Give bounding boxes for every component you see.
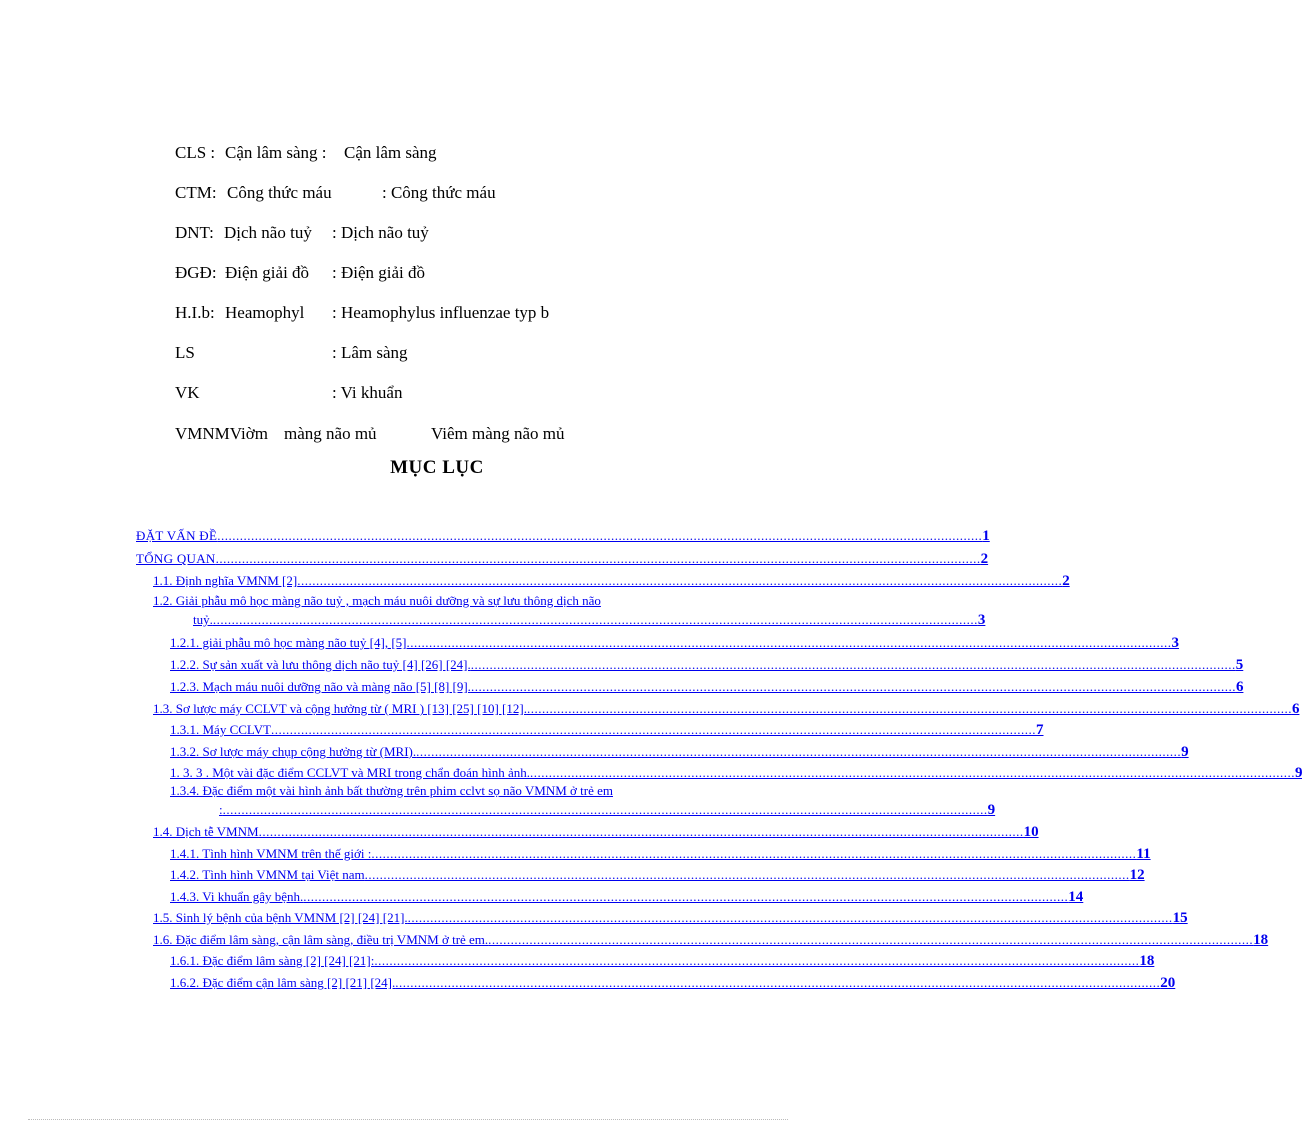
toc-leader-dots: ............................................................................................................................................................................................................ [526, 701, 1292, 716]
toc-page-number: 12 [1129, 867, 1145, 883]
abbr-meaning: : Heamophylus influenzae typ b [332, 303, 550, 322]
toc-entry-text: 1.4.2. Tình hình VMNM tại Việt nam [170, 867, 365, 882]
toc-leader-dots: ............................................................................................................................................................................................................ [212, 612, 978, 627]
toc-entry-1-6[interactable] [153, 931, 1269, 949]
toc-entry-1-1[interactable] [153, 572, 1070, 590]
toc-page-number: 15 [1172, 910, 1188, 926]
abbr-mid: Cận lâm sàng : [225, 143, 327, 162]
abbr-mid: Heamophyl [225, 303, 305, 322]
toc-page-number: 11 [1136, 846, 1151, 862]
toc-page-number: 20 [1160, 975, 1176, 991]
toc-page-number: 6 [1291, 701, 1300, 717]
toc-entry-text: tuỷ. [193, 612, 213, 627]
page-title: MỤC LỤC [390, 457, 484, 478]
toc-entry-text: 1.4.1. Tình hình VMNM trên thế giới : [170, 846, 372, 861]
toc-entry-1-3-3[interactable] [170, 764, 1302, 782]
toc-entry-1-3-4[interactable] [170, 782, 739, 800]
toc-page-number: 9 [987, 802, 996, 818]
abbr-code: H.I.b: [175, 303, 215, 322]
toc-leader-dots: ............................................................................................................................................................................................................ [297, 573, 1063, 588]
toc-entry-dat-van-de[interactable] [136, 527, 990, 545]
toc-entry-1-4-1[interactable] [170, 845, 1151, 863]
toc-entry-1-6-2[interactable] [170, 974, 1176, 992]
toc-page-number: 7 [1036, 722, 1044, 738]
toc-page-number: 3 [977, 612, 986, 628]
toc-entry-text: 1.3.1. Máy CCLVT [170, 722, 271, 737]
toc-entry-text: : [219, 802, 223, 817]
toc-entry-text: 1.2.1. giải phẫu mô học màng não tuỷ [4], [5] [170, 635, 407, 650]
toc-entry-1-3-4-cont[interactable] [219, 801, 996, 819]
page-bottom-divider [28, 1119, 788, 1120]
toc-page-number: 18 [1139, 953, 1155, 969]
toc-entry-text: 1.4.3. Vi khuẩn gây bệnh. [170, 889, 304, 904]
toc-entry-1-3-2[interactable] [170, 743, 1189, 761]
toc-leader-dots: ............................................................................................................................................................................................................ [470, 657, 1236, 672]
abbr-meaning: : Lâm sàng [332, 343, 408, 362]
toc-entry-text: 1.5. Sinh lý bệnh của bệnh VMNM [2] [24] [21]. [153, 910, 408, 925]
toc-entry-text: 1.3.4. Đặc điểm một vài hình ảnh bất thường trên phim cclvt sọ não VMNM ở trẻ em [170, 783, 613, 798]
abbr-meaning: : Công thức máu [382, 183, 496, 202]
toc-page-number: 9 [1294, 765, 1302, 781]
abbr-code: ĐGĐ: [175, 263, 217, 282]
toc-entry-text: 1.3. Sơ lược máy CCLVT và cộng hưởng từ ( MRI ) [13] [25] [10] [12]. [153, 701, 527, 716]
toc-entry-1-4-2[interactable] [170, 866, 1145, 884]
toc-entry-text: 1.2.3. Mạch máu nuôi dưỡng não và màng não [5] [8] [9]. [170, 679, 471, 694]
abbr-mid: màng não mủ [284, 424, 377, 443]
toc-entry-1-4[interactable] [153, 823, 1039, 841]
abbr-code: VMNMViờm [175, 424, 268, 443]
toc-page-number: 6 [1235, 679, 1244, 695]
toc-page-number: 18 [1253, 932, 1269, 948]
toc-entry-text: ĐẶT VẤN ĐỀ [136, 528, 218, 543]
toc-page-number: 2 [1062, 573, 1070, 589]
toc-entry-1-6-1[interactable] [170, 952, 1155, 970]
toc-entry-1-2-2[interactable] [170, 656, 1244, 674]
abbr-mid: Dịch não tuỷ [224, 223, 312, 242]
toc-entry-text: 1.3.2. Sơ lược máy chụp cộng hưởng từ (MRI). [170, 744, 417, 759]
toc-leader-dots: ............................................................................................................................................................................................................ [374, 953, 1140, 968]
toc-entry-tong-quan[interactable] [136, 550, 989, 568]
toc-entry-text: 1.6.2. Đặc điểm cận lâm sàng [2] [21] [24]. [170, 975, 396, 990]
toc-entry-1-2-3[interactable] [170, 678, 1244, 696]
toc-leader-dots: ............................................................................................................................................................................................................ [271, 722, 1036, 737]
toc-leader-dots: ............................................................................................................................................................................................................ [416, 744, 1182, 759]
toc-leader-dots: ............................................................................................................................................................................................................ [470, 679, 1236, 694]
toc-leader-dots: ............................................................................................................................................................................................................ [364, 867, 1130, 882]
abbr-mid: Điện giải đồ [225, 263, 310, 282]
abbr-meaning: : Vi khuẩn [332, 383, 403, 402]
toc-page-number: 14 [1068, 889, 1084, 905]
toc-leader-dots: ............................................................................................................................................................................................................ [217, 528, 983, 543]
toc-entry-1-2-cont[interactable] [193, 611, 986, 629]
toc-entry-text: 1.1. Định nghĩa VMNM [2] [153, 573, 298, 588]
abbr-code: LS [175, 343, 195, 362]
toc-page-number: 5 [1235, 657, 1244, 673]
toc-entry-text: 1.6.1. Đặc điểm lâm sàng [2] [24] [21]: [170, 953, 375, 968]
toc-page-number: 10 [1023, 824, 1039, 840]
toc-entry-1-2-1[interactable] [170, 634, 1179, 652]
toc-leader-dots: ............................................................................................................................................................................................................ [215, 551, 981, 566]
toc-entry-1-3-1[interactable] [170, 721, 1044, 739]
toc-leader-dots: ............................................................................................................................................................................................................ [395, 975, 1161, 990]
toc-leader-dots: ............................................................................................................................................................................................................ [407, 910, 1173, 925]
toc-page-number: 9 [1181, 744, 1189, 760]
toc-entry-text: TỔNG QUAN [136, 551, 216, 566]
toc-entry-text: 1.6. Đặc điểm lâm sàng, cận lâm sàng, điều trị VMNM ở trẻ em. [153, 932, 489, 947]
toc-leader-dots: ............................................................................................................................................................................................................ [258, 824, 1024, 839]
toc-entry-text: 1.2. Giải phẫu mô học màng não tuỷ , mạch máu nuôi dưỡng và sự lưu thông dịch não [153, 593, 601, 608]
abbr-meaning: Viêm màng não mủ [431, 424, 565, 443]
toc-entry-text: 1.4. Dịch tễ VMNM [153, 824, 259, 839]
toc-leader-dots: ............................................................................................................................................................................................................ [371, 846, 1137, 861]
abbr-code: CLS : [175, 143, 216, 162]
toc-leader-dots: ............................................................................................................................................................................................................ [303, 889, 1069, 904]
toc-page-number: 2 [980, 551, 989, 567]
toc-page-number: 3 [1171, 635, 1179, 651]
toc-leader-dots: ............................................................................................................................................................................................................ [222, 802, 988, 817]
abbr-meaning: Cận lâm sàng [344, 143, 437, 162]
toc-leader-dots: ............................................................................................................................................................................................................ [406, 635, 1172, 650]
abbr-code: DNT: [175, 223, 214, 242]
toc-leader-dots: ............................................................................................................................................................................................................ [529, 765, 1295, 780]
toc-entry-1-3[interactable] [153, 700, 1300, 718]
abbr-code: VK [175, 383, 200, 402]
abbr-mid: Công thức máu [227, 183, 332, 202]
toc-leader-dots: ............................................................................................................................................................................................................ [488, 932, 1254, 947]
toc-entry-text: 1.2.2. Sự sản xuất và lưu thông dịch não tuỷ [4] [26] [24]. [170, 657, 471, 672]
toc-entry-1-2[interactable] [153, 592, 739, 610]
toc-entry-text: 1. 3. 3 . Một vài đặc điểm CCLVT và MRI trong chẩn đoán hình ảnh. [170, 765, 530, 780]
toc-entry-1-5[interactable] [153, 909, 1188, 927]
abbr-code: CTM: [175, 183, 217, 202]
toc-entry-1-4-3[interactable] [170, 888, 1084, 906]
toc-page-number: 1 [982, 528, 990, 544]
abbr-meaning: : Dịch não tuỷ [332, 223, 429, 242]
abbr-meaning: : Điện giải đồ [332, 263, 426, 282]
